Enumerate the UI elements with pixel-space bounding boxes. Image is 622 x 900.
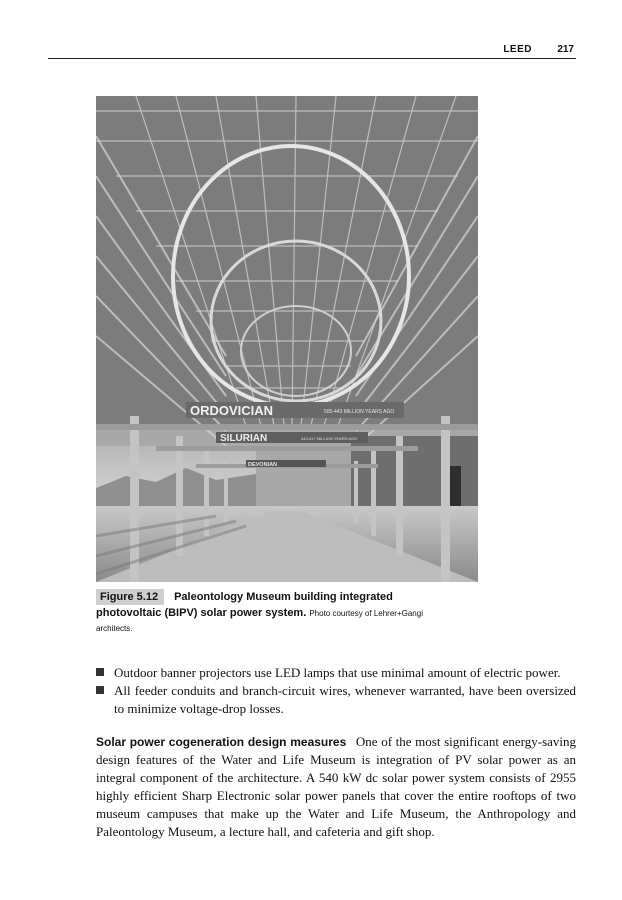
page-number: 217 [557,44,574,55]
photo-solar-walkway [96,96,478,582]
header-section-title: LEED [503,44,532,55]
list-item [96,682,576,718]
sign-silurian-subtitle: 443-417 MILLION YEARS AGO [301,436,358,441]
sign-devonian: DEVONIAN [248,462,278,468]
bullet-text: All feeder conduits and branch-circuit wires, whenever warranted, have been oversized to minimize voltage-drop losses. [114,683,576,716]
section-heading: Solar power cogeneration design measures [96,735,347,749]
running-header [48,40,576,59]
sign-ordovician-subtitle: 505-443 MILLION YEARS AGO [324,409,395,415]
sign-silurian: SILURIAN [220,433,268,444]
list-item [96,664,576,682]
bullet-square-icon [96,686,104,694]
section-body: One of the most significant energy-saving design features of the Water and Life Museum is integration of PV solar power as an integral component of the architecture. A 540 kW dc solar power system consists of 2955 highly efficient Sharp Electronic solar power panels that cover the entire rooftops of two museum campuses that make up the Water and Life Museum, the Anthropology and Paleontology Museum, a lecture hall, and cafeteria and gift shop. [96,734,577,839]
bullet-square-icon [96,668,104,676]
bullet-text: Outdoor banner projectors use LED lamps that use minimal amount of electric power. [114,665,561,680]
figure-label: Figure 5.12 [96,589,164,605]
figure-credit-cont: architects. [96,624,133,633]
figure-credit: Photo courtesy of Lehrer+Gangi [309,609,423,618]
figure-caption [96,589,486,636]
sign-ordovician: ORDOVICIAN [190,403,274,418]
figure-title-line2: photovoltaic (BIPV) solar power system. [96,607,307,619]
figure-title-line1: Paleontology Museum building integrated [174,591,393,603]
figure-photo [96,96,478,582]
bullet-list [96,664,576,718]
section-paragraph [96,733,576,841]
